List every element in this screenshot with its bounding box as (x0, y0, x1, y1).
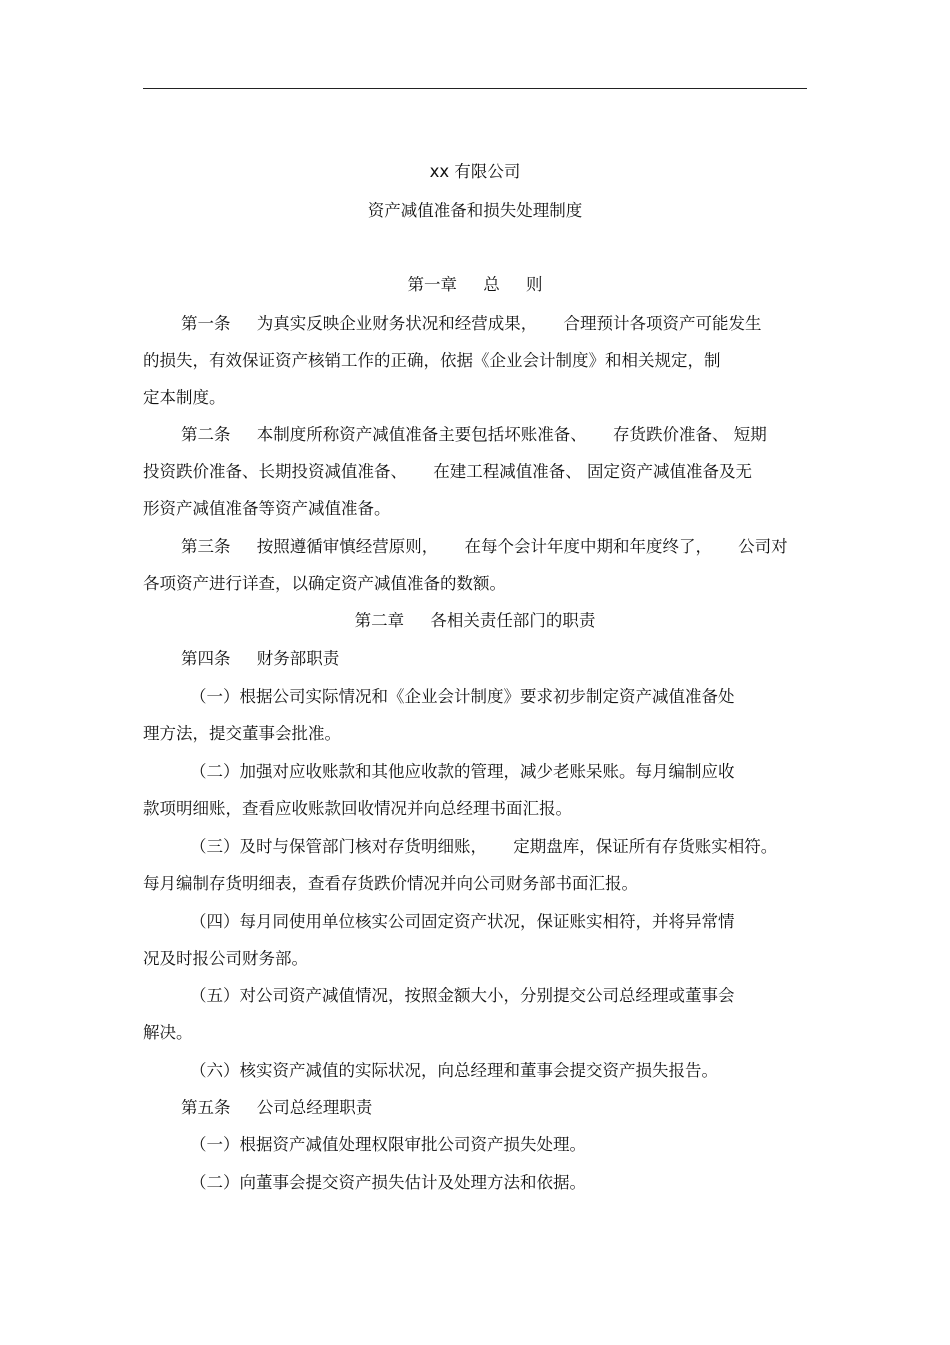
company-name: xx 有限公司 (429, 162, 521, 181)
article-3-line-1: 第三条 按照遵循审慎经营原则， 在每个会计年度中期和年度终了， 公司对 (181, 537, 788, 556)
chapter-1-heading: 第一章 总 则 (407, 275, 543, 294)
article-4-item-2-line-1: （二）加强对应收账款和其他应收款的管理，减少老账呆账。每月编制应收 (190, 762, 735, 781)
article-5-item-2: （二）向董事会提交资产损失估计及处理方法和依据。 (190, 1173, 586, 1192)
article-4-item-1-line-2: 理方法，提交董事会批准。 (143, 724, 341, 743)
article-3-line-2: 各项资产进行详查，以确定资产减值准备的数额。 (143, 574, 506, 593)
article-4-item-3-line-1: （三）及时与保管部门核对存货明细账， 定期盘库，保证所有存货账实相符。 (190, 837, 778, 856)
article-4-item-4-line-1: （四）每月同使用单位核实公司固定资产状况，保证账实相符，并将异常情 (190, 912, 735, 931)
article-5-item-1: （一）根据资产减值处理权限审批公司资产损失处理。 (190, 1135, 586, 1154)
article-1-line-3: 定本制度。 (143, 388, 226, 407)
article-4-item-5-line-1: （五）对公司资产减值情况，按照金额大小，分别提交公司总经理或董事会 (190, 986, 735, 1005)
article-2-line-3: 形资产减值准备等资产减值准备。 (143, 499, 391, 518)
header-rule (143, 88, 807, 89)
article-4-item-4-line-2: 况及时报公司财务部。 (143, 949, 308, 968)
article-1-line-1: 第一条 为真实反映企业财务状况和经营成果， 合理预计各项资产可能发生 (181, 314, 762, 333)
document-title: 资产减值准备和损失处理制度 (367, 201, 583, 220)
article-4-item-6: （六）核实资产减值的实际状况，向总经理和董事会提交资产损失报告。 (190, 1061, 718, 1080)
article-5-title: 第五条 公司总经理职责 (181, 1098, 373, 1117)
article-2-line-2: 投资跌价准备、长期投资减值准备、 在建工程减值准备、 固定资产减值准备及无 (143, 462, 752, 481)
chapter-2-heading: 第二章 各相关责任部门的职责 (354, 611, 596, 630)
article-2-line-1: 第二条 本制度所称资产减值准备主要包括坏账准备、 存货跌价准备、 短期 (181, 425, 767, 444)
article-4-item-5-line-2: 解决。 (143, 1023, 193, 1042)
article-1-line-2: 的损失，有效保证资产核销工作的正确，依据《企业会计制度》和相关规定，制 (143, 351, 721, 370)
article-4-title: 第四条 财务部职责 (181, 649, 340, 668)
article-4-item-1-line-1: （一）根据公司实际情况和《企业会计制度》要求初步制定资产减值准备处 (190, 687, 735, 706)
article-4-item-2-line-2: 款项明细账，查看应收账款回收情况并向总经理书面汇报。 (143, 799, 572, 818)
article-4-item-3-line-2: 每月编制存货明细表，查看存货跌价情况并向公司财务部书面汇报。 (143, 874, 638, 893)
